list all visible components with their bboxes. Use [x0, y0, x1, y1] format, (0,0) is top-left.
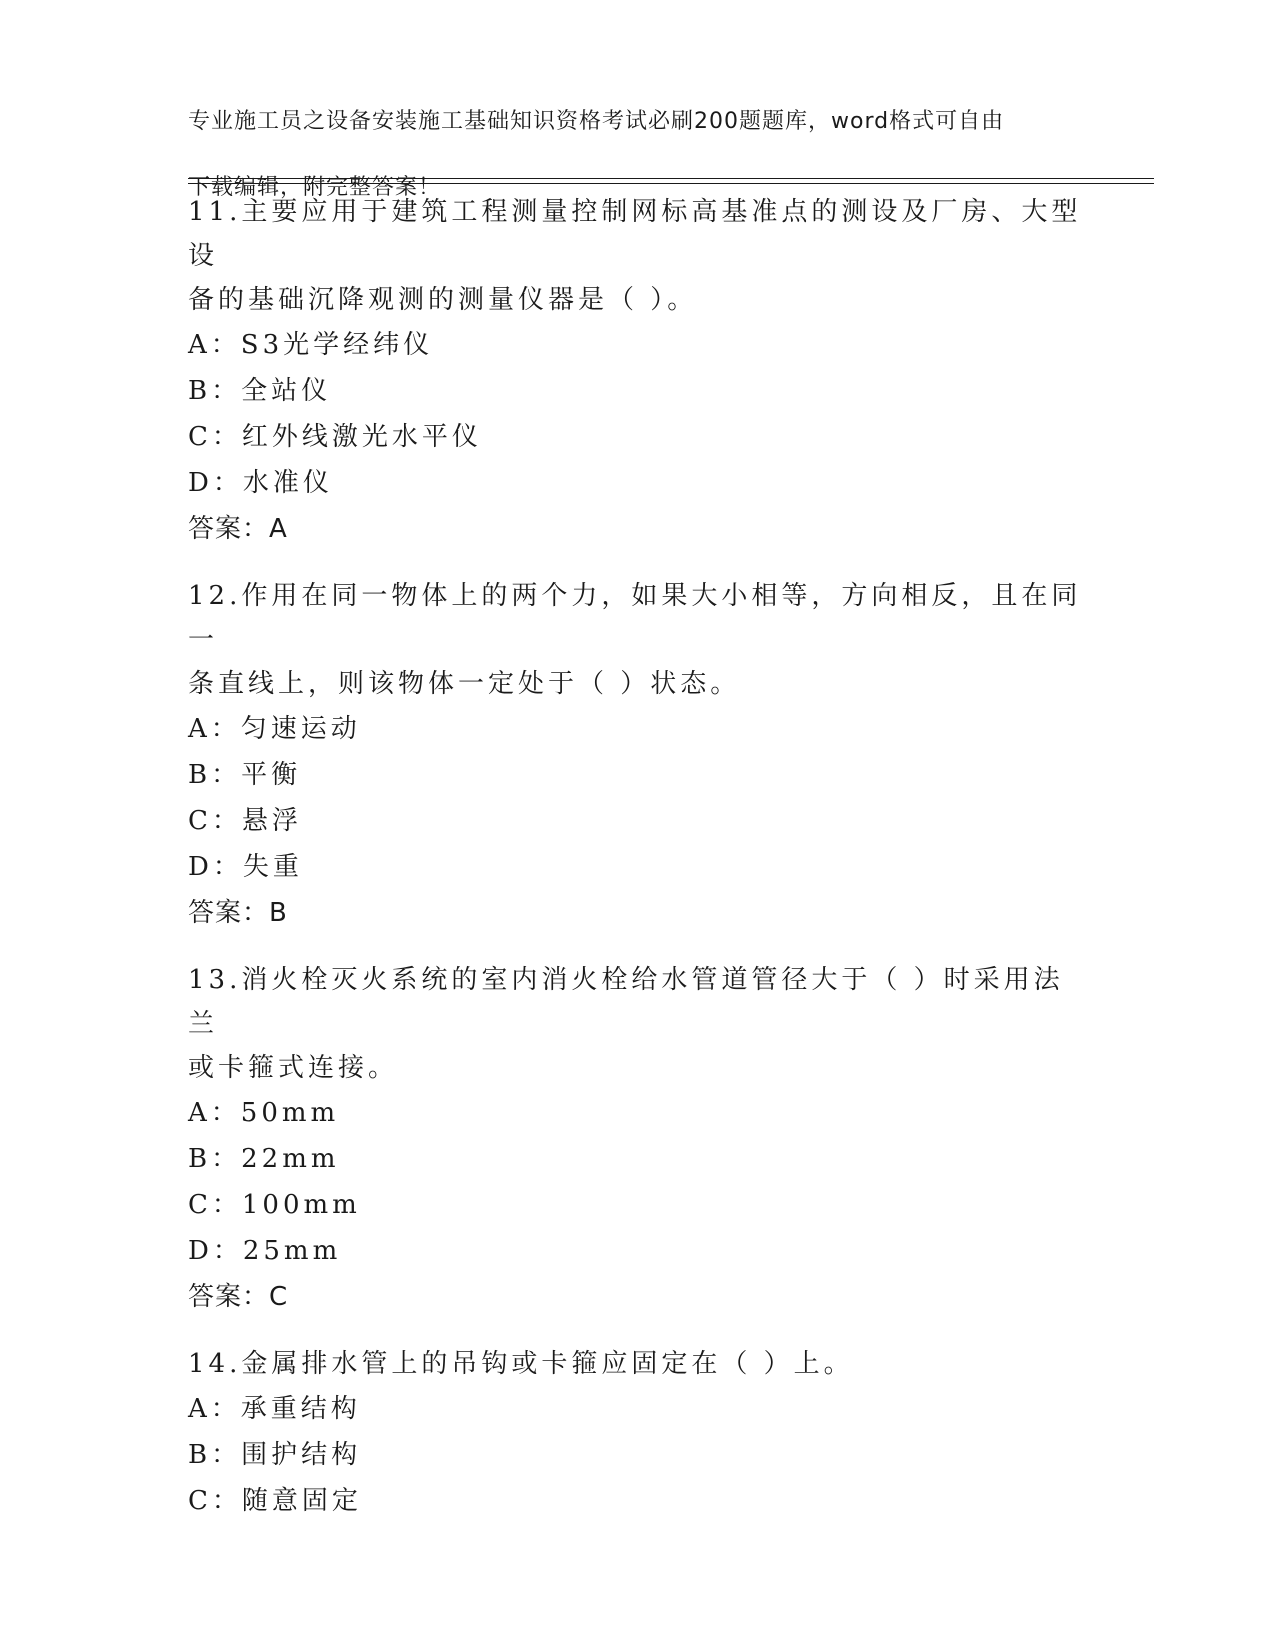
answer: 答案：A [188, 514, 288, 544]
option-c: C：100mm [188, 1190, 361, 1220]
option-d: D：水准仪 [188, 468, 333, 498]
option-c: C：红外线激光水平仪 [188, 422, 482, 452]
option-d: D：失重 [188, 852, 303, 882]
option-b: B：全站仪 [188, 376, 332, 406]
question-stem-line: 或卡箍式连接。 [188, 1053, 399, 1083]
question-list [188, 190, 1088, 1546]
answer: 答案：B [188, 898, 288, 928]
option-d: D：25mm [188, 1236, 342, 1266]
question-stem-line: 11.主要应用于建筑工程测量控制网标高基准点的测设及厂房、大型设 [188, 197, 1082, 271]
question-14 [188, 1342, 1088, 1524]
question-stem-line: 13.消火栓灭火系统的室内消火栓给水管道管径大于（ ）时采用法兰 [188, 965, 1064, 1039]
question-stem-line: 12.作用在同一物体上的两个力，如果大小相等，方向相反，且在同一 [188, 581, 1082, 655]
option-a: A：50mm [188, 1098, 340, 1128]
question-11 [188, 190, 1088, 552]
header-line-1: 专业施工员之设备安装施工基础知识资格考试必刷200题题库，word格式可自由 [188, 109, 1005, 134]
question-13 [188, 958, 1088, 1320]
option-a: A：S3光学经纬仪 [188, 330, 434, 360]
option-c: C：随意固定 [188, 1486, 362, 1516]
header-divider-top [188, 178, 1154, 179]
option-b: B：平衡 [188, 760, 302, 790]
option-b: B：22mm [188, 1144, 340, 1174]
option-b: B：围护结构 [188, 1440, 362, 1470]
option-c: C：悬浮 [188, 806, 302, 836]
question-12 [188, 574, 1088, 936]
header-line-2: 下载编辑，附完整答案！ [188, 175, 442, 200]
answer: 答案：C [188, 1282, 289, 1312]
question-stem-line: 条直线上，则该物体一定处于（ ）状态。 [188, 669, 741, 699]
question-stem-line: 14.金属排水管上的吊钩或卡箍应固定在（ ）上。 [188, 1349, 854, 1379]
option-a: A：匀速运动 [188, 714, 361, 744]
option-a: A：承重结构 [188, 1394, 361, 1424]
question-stem-line: 备的基础沉降观测的测量仪器是（ ）。 [188, 285, 698, 315]
header-divider-bottom [188, 183, 1154, 184]
